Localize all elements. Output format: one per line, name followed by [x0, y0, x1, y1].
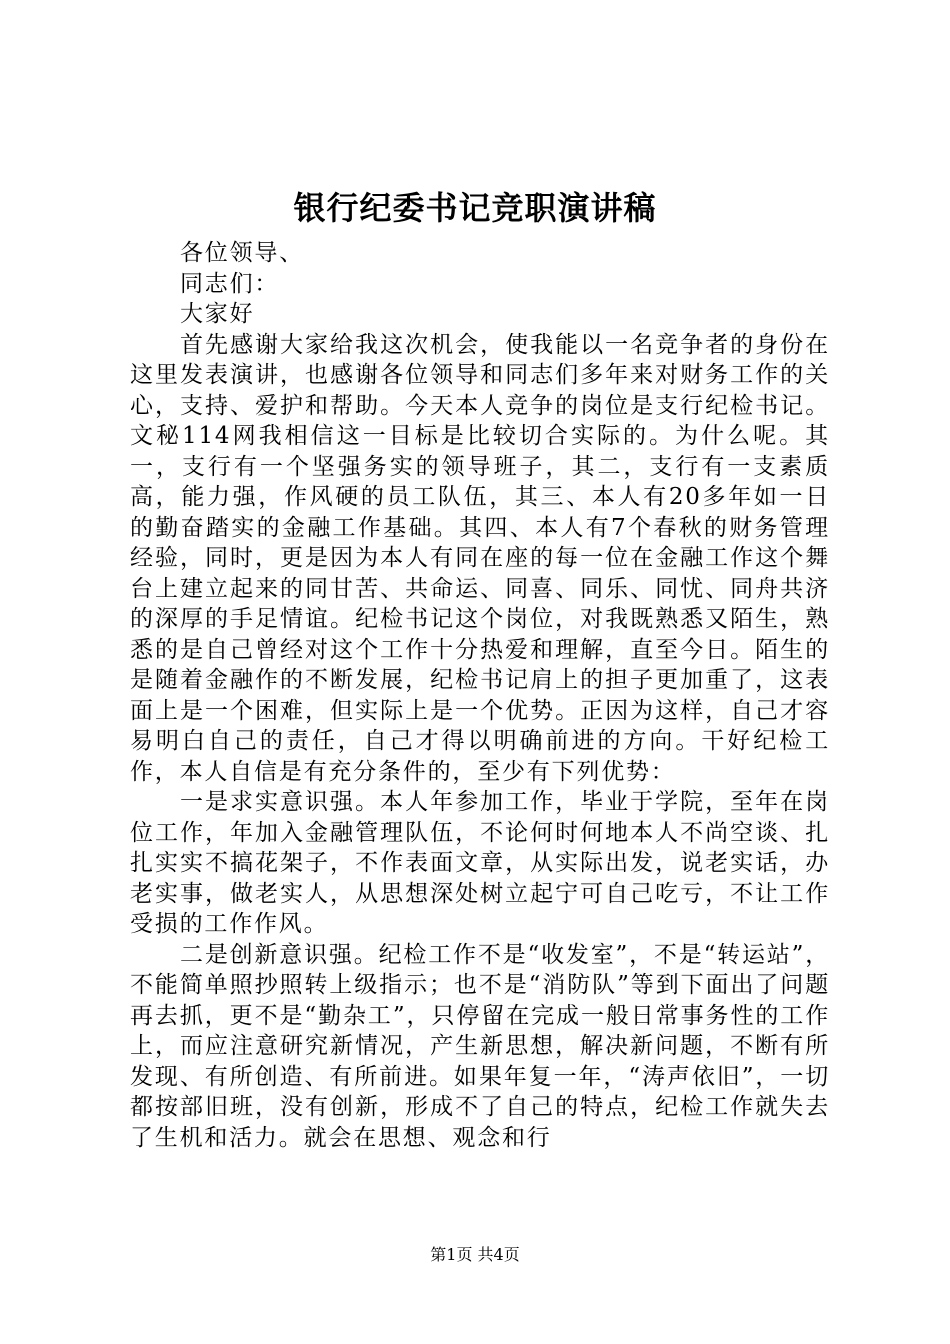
- salutation-leaders: 各位领导、: [180, 240, 304, 266]
- document-body: [130, 238, 830, 1153]
- page-number-footer: 第1页 共4页: [430, 1245, 520, 1264]
- salutation-greeting: 大家好: [180, 301, 255, 327]
- salutation-comrades: 同志们：: [180, 270, 280, 297]
- paragraph-advantage-two: 二是创新意识强。纪检工作不是“收发室”，不是“转运站”，不能简单照抄照转上级指示；也不是“消防队”等到下面出了问题再去抓，更不是“勤杂工”，只停留在完成一般日常事务性的工作上，而应注意研究新情况，产生新思想，解决新问题，不断有所发现、有所创造、有所前进。如果年复一年，“涛声依旧”，一切都按部旧班，没有创新，形成不了自己的特点，纪检工作就失去了生机和活力。就会在思想、观念和行: [130, 941, 830, 1151]
- paragraph-advantage-one: 一是求实意识强。本人年参加工作，毕业于学院，至年在岗位工作，年加入金融管理队伍，不论何时何地本人不尚空谈、扎扎实实不搞花架子，不作表面文章，从实际出发，说老实话，办老实事，做老实人，从思想深处树立起宁可自己吃亏，不让工作受损的工作作风。: [130, 789, 830, 937]
- document-title: 银行纪委书记竞职演讲稿: [293, 189, 657, 227]
- paragraph-introduction: 首先感谢大家给我这次机会，使我能以一名竞争者的身份在这里发表演讲，也感谢各位领导和同志们多年来对财务工作的关心，支持、爱护和帮助。今天本人竞争的岗位是支行纪检书记。文秘114网我相信这一目标是比较切合实际的。为什么呢。其一，支行有一个坚强务实的领导班子，其二，支行有一支素质高，能力强，作风硬的员工队伍，其三、本人有20多年如一日的勤奋踏实的金融工作基础。其四、本人有7个春秋的财务管理经验，同时，更是因为本人有同在座的每一位在金融工作这个舞台上建立起来的同甘苦、共命运、同喜、同乐、同忧、同舟共济的深厚的手足情谊。纪检书记这个岗位，对我既熟悉又陌生，熟悉的是自己曾经对这个工作十分热爱和理解，直至今日。陌生的是随着金融作的不断发展，纪检书记肩上的担子更加重了，这表面上是一个困难，但实际上是一个优势。正因为这样，自己才容易明白自己的责任，自己才得以明确前进的方向。干好纪检工作，本人自信是有充分条件的，至少有下列优势：: [130, 331, 830, 785]
